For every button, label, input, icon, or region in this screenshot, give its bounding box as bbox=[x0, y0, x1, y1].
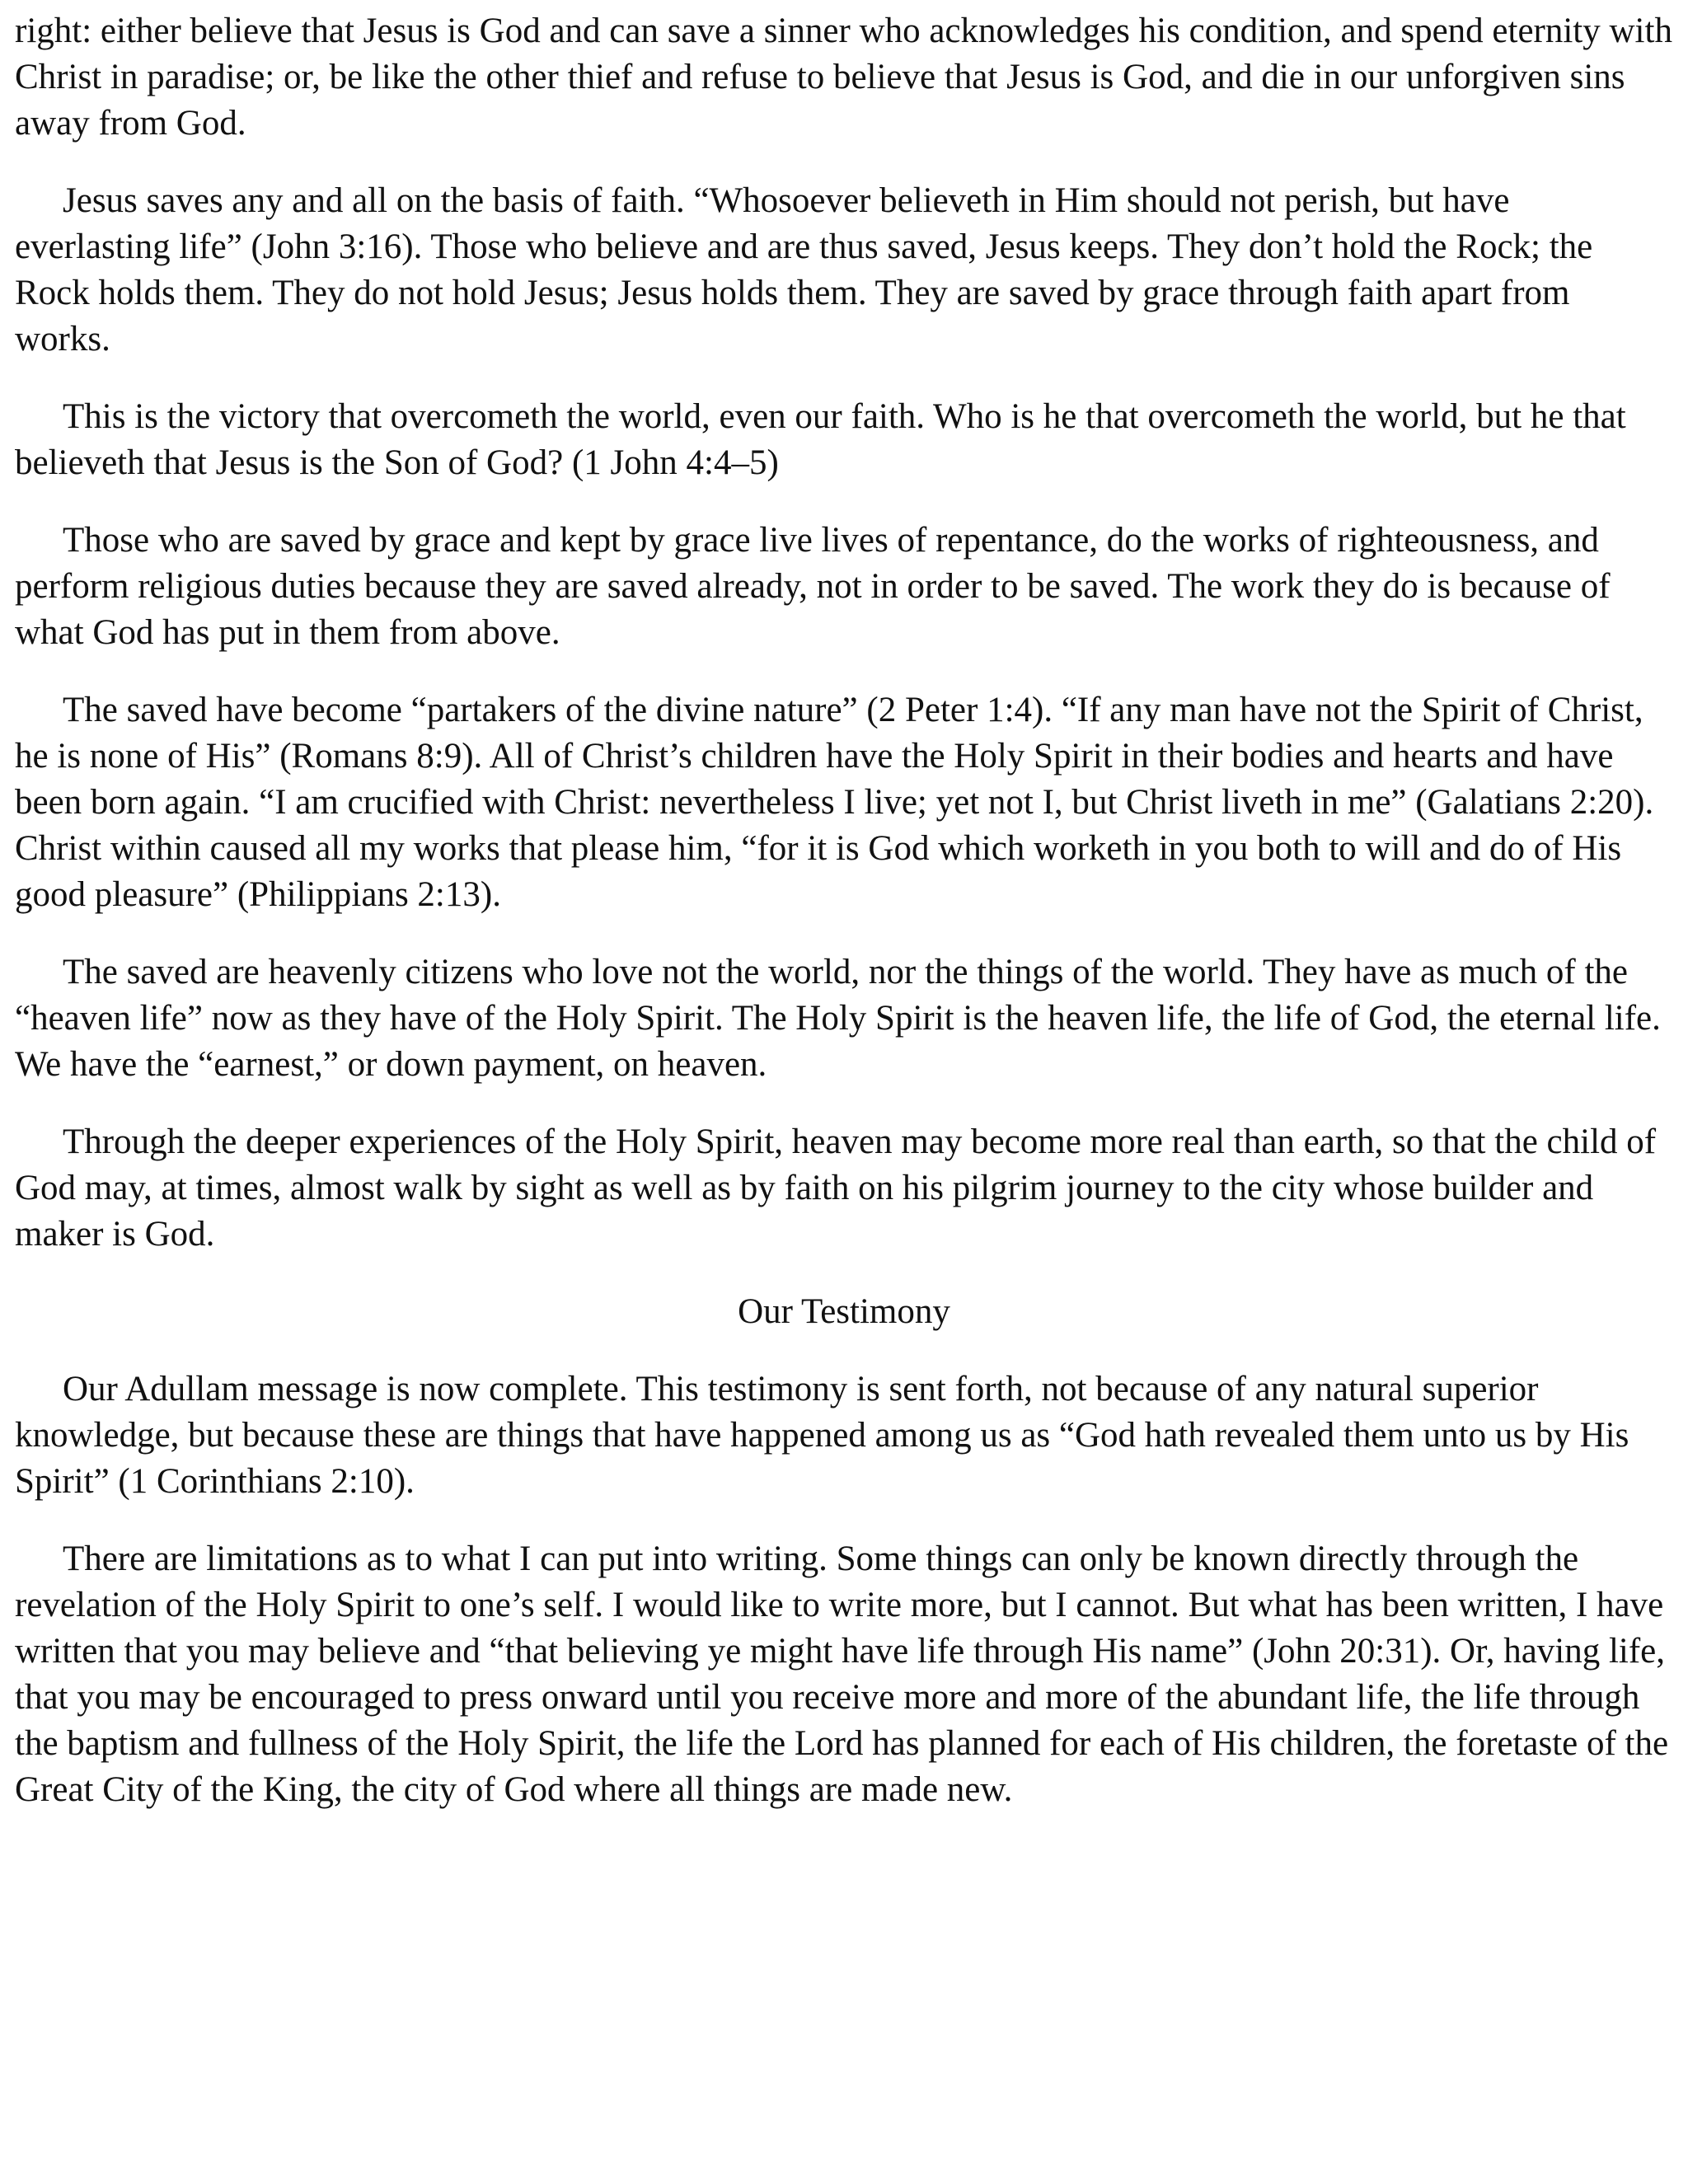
paragraph: There are limitations as to what I can put into writing. Some things can only be known directly through the revelation of the Holy Spirit to one’s self. I would like to write more, but I cannot. But what has been written, I have written that you may believe and “that believing ye might have life through His name” (John 20:31). Or, having life, that you may be encouraged to press onward until you receive more and more of the abundant life, the life through the baptism and fullness of the Holy Spirit, the life the Lord has planned for each of His children, the foretaste of the Great City of the King, the city of God where all things are made new. bbox=[15, 1540, 1669, 1809]
paragraph: Our Adullam message is now complete. This testimony is sent forth, not because of any natural superior knowledge, but because these are things that have happened among us as “God hath revealed them unto us by His Spirit” (1 Corinthians 2:10). bbox=[15, 1370, 1629, 1501]
paragraph-quotation: This is the victory that overcometh the world, even our faith. Who is he that overcometh the world, but he that believeth that Jesus is the Son of God? (1 John 4:4–5) bbox=[15, 397, 1626, 482]
document-page bbox=[15, 8, 1673, 1844]
paragraph: The saved have become “partakers of the divine nature” (2 Peter 1:4). “If any man have not the Spirit of Christ, he is none of His” (Romans 8:9). All of Christ’s children have the Holy Spirit in their bodies and hearts and have been born again. “I am crucified with Christ: nevertheless I live; yet not I, but Christ liveth in me” (Galatians 2:20). Christ within caused all my works that please him, “for it is God which worketh in you both to will and do of His good pleasure” (Philippians 2:13). bbox=[15, 691, 1654, 914]
paragraph-continuation: right: either believe that Jesus is God and can save a sinner who acknowledges his condition, and spend eternity with Christ in paradise; or, be like the other thief and refuse to believe that Jesus is God, and die in our unforgiven sins away from God. bbox=[15, 12, 1672, 143]
paragraph: Through the deeper experiences of the Holy Spirit, heaven may become more real than earth, so that the child of God may, at times, almost walk by sight as well as by faith on his pilgrim journey to the city whose builder and maker is God. bbox=[15, 1122, 1657, 1254]
paragraph: Jesus saves any and all on the basis of faith. “Whosoever believeth in Him should not perish, but have everlasting life” (John 3:16). Those who believe and are thus saved, Jesus keeps. They don’t hold the Rock; the Rock holds them. They do not hold Jesus; Jesus holds them. They are saved by grace through faith apart from works. bbox=[15, 181, 1593, 359]
section-heading: Our Testimony bbox=[738, 1292, 950, 1331]
paragraph: Those who are saved by grace and kept by grace live lives of repentance, do the works of righteousness, and perform religious duties because they are saved already, not in order to be saved. The work they do is because of what God has put in them from above. bbox=[15, 521, 1611, 652]
paragraph: The saved are heavenly citizens who love not the world, nor the things of the world. They have as much of the “heaven life” now as they have of the Holy Spirit. The Holy Spirit is the heaven life, the life of God, the eternal life. We have the “earnest,” or down payment, on heaven. bbox=[15, 953, 1661, 1084]
